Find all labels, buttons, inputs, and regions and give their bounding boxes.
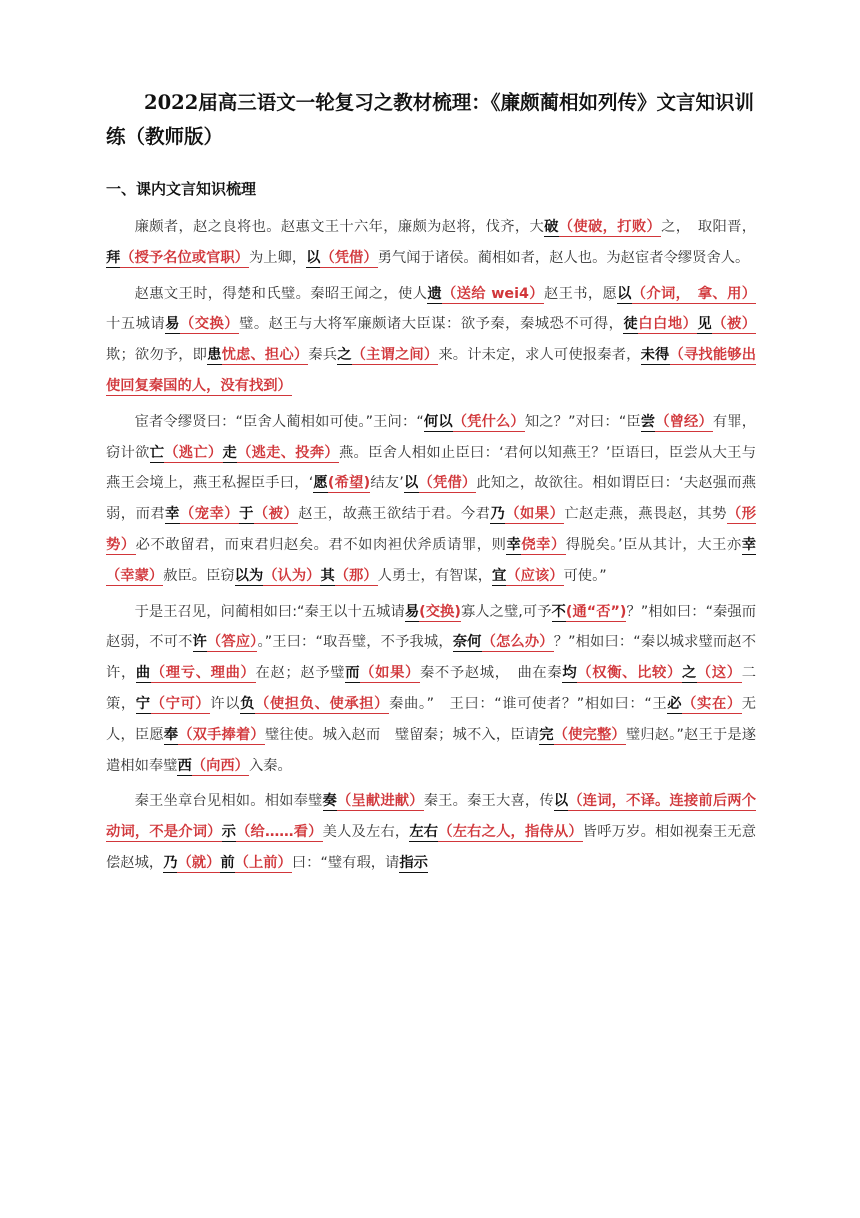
keyword: 以 (617, 285, 632, 302)
keyword: 乃 (490, 506, 506, 523)
annotation: （使担负、使承担） (255, 695, 390, 712)
text-run: 为上卿， (248, 249, 307, 266)
annotation: 忧虑、担心） (221, 347, 309, 364)
paragraph (106, 786, 756, 878)
keyword: 均 (562, 665, 578, 682)
text-run: 许以 (210, 695, 241, 712)
keyword: 奏 (322, 793, 337, 810)
keyword: 其 (320, 567, 335, 584)
keyword: 不 (551, 603, 566, 620)
keyword: 以 (553, 793, 569, 810)
annotation: （理亏、理曲） (150, 665, 256, 682)
annotation: （宠幸） (179, 506, 240, 523)
keyword: 西 (177, 757, 192, 774)
annotation: （介词， 拿、用） (631, 285, 757, 302)
annotation: （呈献进献） (336, 793, 424, 810)
text-run: 有罪，窃计欲 (106, 413, 757, 461)
document-title: 2022届高三语文一轮复习之教材梳理：《廉颇蔺相如列传》文言知识训练（教师版） (106, 91, 755, 148)
annotation: （实在） (682, 695, 742, 712)
annotation: (交换) (419, 603, 461, 620)
annotation: 白白地） (638, 316, 698, 333)
text-run: 赦臣。臣窃 (163, 567, 235, 584)
keyword: 许 (192, 634, 207, 651)
annotation: （认为） (263, 567, 321, 584)
keyword: 完 (539, 726, 554, 743)
text-run: 亡赵走燕，燕畏赵，其势 (564, 506, 727, 523)
text-run: 结友’ (370, 475, 404, 492)
paragraph (106, 407, 756, 592)
text-run: 在赵；赵予璧 (255, 665, 346, 682)
text-run: 勇气闻于诸侯。蔺相如者，赵人也。为赵宦者令缪贤舍人。 (377, 249, 750, 266)
annotation: （使破，打败） (558, 219, 662, 235)
paragraph (106, 597, 756, 782)
keyword: 未得 (640, 347, 670, 364)
text-run: 欺；欲勿予，即 (106, 347, 208, 364)
annotation: （如果） (505, 506, 565, 523)
keyword: 破 (544, 219, 559, 235)
keyword: 前 (220, 854, 235, 871)
annotation: （形势） (106, 506, 757, 553)
annotation: （寻找能够出使回复秦国的人，没有找到） (106, 347, 757, 394)
annotation: （授予名位或官职） (120, 249, 249, 266)
text-run: 二策， (106, 665, 757, 712)
annotation: （这） (696, 665, 742, 682)
text-run: 秦曲。” 王曰：“谁可使者？”相如曰：“王 (389, 695, 668, 712)
keyword: 示 (221, 824, 237, 841)
keyword: 徒 (623, 316, 639, 333)
keyword: 奈何 (452, 634, 482, 651)
text-run: 秦王坐章台见相如。相如奉璧 (134, 793, 323, 810)
keyword: 乃 (163, 854, 178, 871)
text-run: 秦兵 (308, 347, 338, 364)
annotation: （交换） (179, 316, 240, 333)
text-run: 可使。” (563, 567, 607, 584)
keyword: 见 (697, 316, 713, 333)
annotation: （那） (334, 567, 378, 584)
keyword: 走 (222, 444, 238, 461)
annotation: （答应） (206, 634, 258, 651)
keyword: 必 (667, 695, 683, 712)
keyword: 左右 (409, 824, 439, 841)
annotation: （如果） (360, 665, 420, 682)
text-run: 于是王召见，问蔺相如曰:“秦王以十五城请 (134, 603, 405, 620)
text-run: 曰：“璧有瑕，请 (291, 854, 400, 871)
annotation: （幸蒙） (106, 567, 164, 584)
annotation: (通“否”) (565, 603, 627, 620)
paragraph (106, 279, 756, 402)
text-run: 燕。臣舍人相如止臣曰：‘君何以知燕王？’臣语曰，臣尝从大王与燕王会境上，燕王私握臣手曰，‘ (106, 444, 757, 492)
keyword: 患 (207, 347, 222, 364)
text-run: 入秦。 (248, 757, 292, 774)
annotation: （凭借） (320, 249, 378, 266)
annotation: （逃亡） (164, 444, 223, 461)
text-run: 来。计未定，求人可使报秦者， (438, 347, 641, 364)
annotation: （给……看） (236, 824, 323, 841)
keyword: 以 (403, 475, 419, 492)
text-run: 秦王。秦王大喜，传 (423, 793, 554, 810)
text-run: 十五城请 (106, 316, 166, 333)
annotation: （左右之人，指侍从） (438, 824, 583, 841)
keyword: 尝 (640, 413, 656, 430)
paragraph (106, 212, 756, 274)
annotation: （怎么办） (481, 634, 554, 651)
annotation: （使完整） (553, 726, 626, 743)
keyword: 幸 (741, 536, 757, 553)
text-run: 此知之，故欲往。相如谓臣曰：‘夫赵强而燕弱，而君 (106, 475, 757, 523)
text-run: 宦者令缪贤曰：“臣舍人蔺相如可使。”王问：“ (134, 413, 424, 430)
annotation: （就） (177, 854, 221, 871)
text-run: 皆呼万岁。相如视秦王无意偿赵城， (106, 824, 757, 871)
keyword: 何以 (423, 413, 453, 430)
annotation: (希望) (327, 475, 371, 492)
text-run: 赵王书，愿 (543, 285, 618, 302)
text-run: 璧往使。城入赵而 璧留秦；城不入，臣请 (264, 726, 540, 743)
annotation: （双手捧着） (178, 726, 265, 743)
text-run: 寡人之璧,可予 (460, 603, 552, 620)
annotation: （上前） (234, 854, 292, 871)
keyword: 亡 (149, 444, 165, 461)
text-run: 人勇士，有智谋， (377, 567, 493, 584)
text-run: 知之？”对曰：“臣 (524, 413, 641, 430)
annotation: （被） (712, 316, 757, 333)
keyword: 愿 (313, 475, 328, 492)
text-run: 廉颇者，赵之良将也。赵惠文王十六年，廉颇为赵将，伐齐，大 (134, 219, 545, 235)
keyword: 于 (239, 506, 254, 523)
keyword: 易 (404, 603, 420, 620)
keyword: 之 (681, 665, 697, 682)
annotation: （凭借） (418, 475, 477, 492)
keyword: 指示 (399, 854, 428, 871)
text-run: 得脱矣。’臣从其计，大王亦 (565, 536, 742, 553)
keyword: 之 (337, 347, 352, 364)
text-run: 赵王，故燕王欲结于君。今君 (298, 506, 491, 523)
keyword: 负 (240, 695, 255, 712)
annotation: 侥幸） (521, 536, 566, 553)
keyword: 以为 (234, 567, 264, 584)
keyword: 奉 (163, 726, 179, 743)
annotation: （应该） (506, 567, 564, 584)
text-run: 璧。赵王与大将军廉颇诸大臣谋：欲予秦，秦城恐不可得， (239, 316, 624, 333)
annotation: （被） (253, 506, 299, 523)
keyword: 遗 (427, 285, 442, 302)
annotation: （逃走、投奔） (237, 444, 339, 461)
annotation: （宁可） (150, 695, 211, 712)
keyword: 宜 (492, 567, 507, 584)
annotation: （凭什么） (452, 413, 525, 430)
keyword: 以 (306, 249, 321, 266)
text-run: 必不敢留君，而束君归赵矣。君不如肉袒伏斧质请罪，则 (135, 536, 507, 553)
annotation: （主谓之间） (351, 347, 439, 364)
text-run: 之， 取阳晋， (661, 219, 756, 235)
document-body (106, 212, 756, 884)
text-run: 赵惠文王时，得楚和氏璧。秦昭王闻之，使人 (134, 285, 428, 302)
annotation: （连词，不译。连接前后两个动词，不是介词） (106, 793, 757, 841)
keyword: 宁 (135, 695, 151, 712)
text-run: 美人及左右， (322, 824, 410, 841)
text-run: ？”相如曰：“秦强而赵弱，不可不 (106, 603, 756, 651)
text-run: 秦不予赵城， 曲在秦 (419, 665, 563, 682)
annotation: （向西） (191, 757, 249, 774)
text-run: 璧归赵。”赵王于是遂遣相如奉璧 (106, 726, 757, 774)
text-run: ？”相如曰：“秦以城求璧而赵不许， (106, 634, 757, 682)
keyword: 拜 (106, 249, 121, 266)
keyword: 幸 (506, 536, 522, 553)
keyword: 易 (165, 316, 180, 333)
annotation: （权衡、比较） (577, 665, 682, 682)
text-run: 无人，臣愿 (106, 695, 757, 743)
keyword: 而 (345, 665, 361, 682)
keyword: 曲 (135, 665, 151, 682)
annotation: （送给 wei4） (441, 285, 544, 302)
keyword: 幸 (165, 506, 180, 523)
text-run: 。”王曰：“取吾璧，不予我城， (257, 634, 453, 651)
annotation: （曾经） (655, 413, 713, 430)
section-heading: 一、课内文言知识梳理 (106, 180, 257, 198)
